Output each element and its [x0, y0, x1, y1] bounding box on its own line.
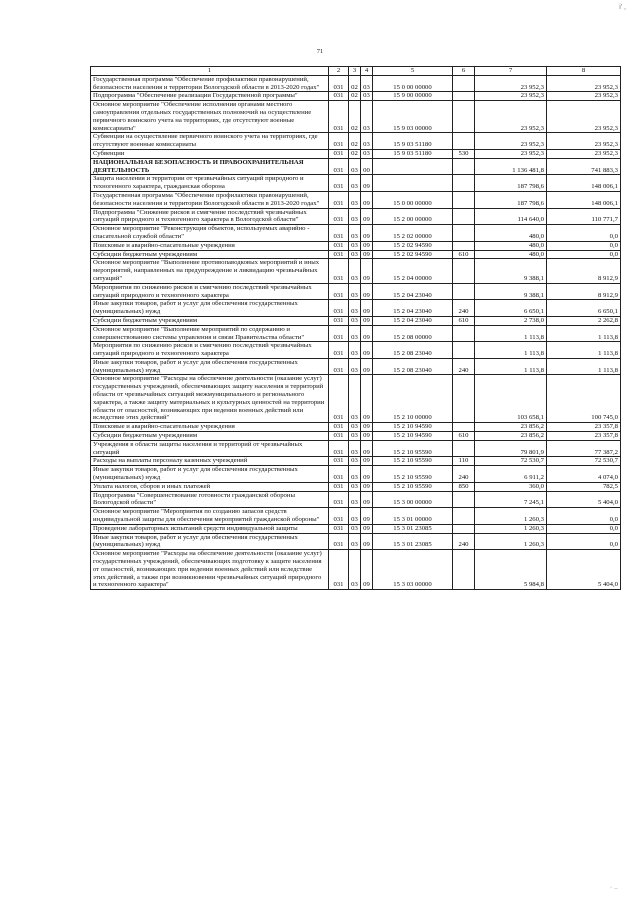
- table-row: [91, 533, 621, 550]
- row-name-cell: Защита населения и территории от чрезвычайных ситуаций природного и техногенного характера, гражданская оборона: [91, 175, 329, 192]
- row-name-cell: Основное мероприятие "Выполнение противопаводковых мероприятий и иных мероприятий, направленных на предупреждение и ликвидацию чрезвычайных ситуаций": [91, 259, 329, 283]
- ministry-code-cell: 031: [329, 208, 349, 225]
- row-name-cell: Иные закупки товаров, работ и услуг для обеспечения государственных (муниципальных) нужд: [91, 533, 329, 550]
- row-name-cell: Подпрограмма "Совершенствование готовности гражданской обороны Вологодской области": [91, 491, 329, 508]
- ministry-code-cell: 031: [329, 133, 349, 150]
- budget-table: [90, 66, 621, 590]
- amount-planned-cell: 6 650,1: [475, 300, 547, 317]
- section-code-cell: 02: [349, 149, 361, 158]
- section-code-cell: 03: [349, 175, 361, 192]
- amount-planned-cell: 1 113,8: [475, 358, 547, 375]
- ministry-code-cell: 031: [329, 75, 349, 92]
- section-code-cell: 03: [349, 508, 361, 525]
- expense-type-cell: [453, 92, 475, 101]
- section-code-cell: 03: [349, 423, 361, 432]
- target-article-cell: 15 2 04 23040: [373, 283, 453, 300]
- ministry-code-cell: 031: [329, 283, 349, 300]
- ministry-code-cell: 031: [329, 259, 349, 283]
- target-article-cell: 15 3 01 23085: [373, 524, 453, 533]
- subsection-code-cell: 09: [361, 466, 373, 483]
- ministry-code-cell: 031: [329, 491, 349, 508]
- expense-type-cell: 610: [453, 432, 475, 441]
- amount-planned-cell: 23 952,3: [475, 101, 547, 133]
- target-article-cell: 15 2 02 94590: [373, 250, 453, 259]
- amount-planned-cell: 1 260,3: [475, 508, 547, 525]
- row-name-cell: Иные закупки товаров, работ и услуг для обеспечения государственных (муниципальных) нужд: [91, 358, 329, 375]
- expense-type-cell: [453, 325, 475, 342]
- target-article-cell: 15 2 04 23040: [373, 316, 453, 325]
- target-article-cell: 15 9 03 51180: [373, 133, 453, 150]
- expense-type-cell: [453, 550, 475, 590]
- row-name-cell: Учреждения в области защиты населения и территорий от чрезвычайных ситуаций: [91, 440, 329, 457]
- ministry-code-cell: 031: [329, 250, 349, 259]
- row-name-cell: Государственная программа "Обеспечение профилактики правонарушений, безопасности населения и территории Вологодской области в 2013-2020 годах": [91, 75, 329, 92]
- ministry-code-cell: 031: [329, 524, 349, 533]
- amount-executed-cell: 23 357,8: [547, 432, 621, 441]
- table-row: [91, 250, 621, 259]
- ministry-code-cell: 031: [329, 457, 349, 466]
- table-row: [91, 423, 621, 432]
- target-article-cell: 15 3 00 00000: [373, 491, 453, 508]
- amount-executed-cell: 1 113,8: [547, 325, 621, 342]
- table-row: [91, 225, 621, 242]
- section-code-cell: 03: [349, 533, 361, 550]
- amount-planned-cell: 103 658,1: [475, 375, 547, 423]
- target-article-cell: 15 3 01 00000: [373, 508, 453, 525]
- row-name-cell: Основное мероприятие "Выполнение мероприятий по содержанию и совершенствованию системы управления и связи Правительства области": [91, 325, 329, 342]
- expense-type-cell: [453, 259, 475, 283]
- ministry-code-cell: 031: [329, 342, 349, 359]
- section-code-cell: 03: [349, 432, 361, 441]
- ministry-code-cell: 031: [329, 533, 349, 550]
- expense-type-cell: 850: [453, 482, 475, 491]
- ministry-code-cell: 031: [329, 175, 349, 192]
- subsection-code-cell: 00: [361, 158, 373, 175]
- amount-planned-cell: 1 260,3: [475, 533, 547, 550]
- subsection-code-cell: 03: [361, 149, 373, 158]
- amount-executed-cell: 23 357,8: [547, 423, 621, 432]
- subsection-code-cell: 09: [361, 208, 373, 225]
- table-row: [91, 550, 621, 590]
- row-name-cell: Иные закупки товаров, работ и услуг для обеспечения государственных (муниципальных) нужд: [91, 466, 329, 483]
- section-code-cell: 03: [349, 375, 361, 423]
- ministry-code-cell: 031: [329, 92, 349, 101]
- table-row: [91, 342, 621, 359]
- target-article-cell: 15 2 02 00000: [373, 225, 453, 242]
- section-code-cell: 03: [349, 325, 361, 342]
- page-number: 71: [316, 48, 324, 55]
- ministry-code-cell: 031: [329, 550, 349, 590]
- amount-executed-cell: 23 952,3: [547, 149, 621, 158]
- corner-mark: i’ ,: [619, 4, 626, 11]
- row-name-cell: НАЦИОНАЛЬНАЯ БЕЗОПАСНОСТЬ И ПРАВООХРАНИТЕЛЬНАЯ ДЕЯТЕЛЬНОСТЬ: [91, 158, 329, 175]
- ministry-code-cell: 031: [329, 358, 349, 375]
- section-code-cell: 03: [349, 440, 361, 457]
- table-header-row: [91, 67, 621, 76]
- target-article-cell: 15 2 10 95590: [373, 440, 453, 457]
- subsection-code-cell: 09: [361, 550, 373, 590]
- row-name-cell: Уплата налогов, сборов и иных платежей: [91, 482, 329, 491]
- subsection-code-cell: 09: [361, 482, 373, 491]
- amount-executed-cell: 0,0: [547, 250, 621, 259]
- column-header: 6: [453, 67, 475, 76]
- subsection-code-cell: 09: [361, 175, 373, 192]
- table-row: [91, 325, 621, 342]
- amount-executed-cell: 72 530,7: [547, 457, 621, 466]
- section-code-cell: 02: [349, 101, 361, 133]
- amount-executed-cell: 1 113,8: [547, 342, 621, 359]
- expense-type-cell: [453, 158, 475, 175]
- amount-executed-cell: 100 745,0: [547, 375, 621, 423]
- amount-planned-cell: 480,0: [475, 250, 547, 259]
- amount-executed-cell: 0,0: [547, 241, 621, 250]
- section-code-cell: 03: [349, 358, 361, 375]
- row-name-cell: Подпрограмма "Снижение рисков и смягчение последствий чрезвычайных ситуаций природного и техногенного характера в Вологодской области": [91, 208, 329, 225]
- table-row: [91, 300, 621, 317]
- row-name-cell: Расходы на выплаты персоналу казенных учреждений: [91, 457, 329, 466]
- amount-executed-cell: 0,0: [547, 225, 621, 242]
- expense-type-cell: [453, 375, 475, 423]
- amount-executed-cell: 6 650,1: [547, 300, 621, 317]
- amount-planned-cell: 480,0: [475, 241, 547, 250]
- section-code-cell: 03: [349, 482, 361, 491]
- subsection-code-cell: 09: [361, 375, 373, 423]
- expense-type-cell: [453, 283, 475, 300]
- amount-executed-cell: 23 952,3: [547, 133, 621, 150]
- subsection-code-cell: 09: [361, 283, 373, 300]
- amount-executed-cell: 23 952,3: [547, 75, 621, 92]
- target-article-cell: 15 2 10 95590: [373, 457, 453, 466]
- amount-executed-cell: 741 883,3: [547, 158, 621, 175]
- amount-executed-cell: 2 262,8: [547, 316, 621, 325]
- amount-planned-cell: 23 952,3: [475, 133, 547, 150]
- amount-planned-cell: 23 856,2: [475, 432, 547, 441]
- column-header: 1: [91, 67, 329, 76]
- subsection-code-cell: 09: [361, 250, 373, 259]
- subsection-code-cell: 09: [361, 325, 373, 342]
- row-name-cell: Основное мероприятие "Мероприятия по созданию запасов средств индивидуальной защиты для обеспечения мероприятий гражданской обороны": [91, 508, 329, 525]
- expense-type-cell: [453, 342, 475, 359]
- table-row: [91, 133, 621, 150]
- ministry-code-cell: 031: [329, 423, 349, 432]
- section-code-cell: 03: [349, 342, 361, 359]
- section-code-cell: 03: [349, 259, 361, 283]
- subsection-code-cell: 03: [361, 92, 373, 101]
- ministry-code-cell: 031: [329, 440, 349, 457]
- section-code-cell: 03: [349, 208, 361, 225]
- target-article-cell: 15 3 03 00000: [373, 550, 453, 590]
- table-row: [91, 316, 621, 325]
- subsection-code-cell: 09: [361, 491, 373, 508]
- section-code-cell: 02: [349, 92, 361, 101]
- amount-planned-cell: 7 245,1: [475, 491, 547, 508]
- subsection-code-cell: 09: [361, 508, 373, 525]
- amount-executed-cell: 0,0: [547, 533, 621, 550]
- amount-executed-cell: 77 387,2: [547, 440, 621, 457]
- amount-executed-cell: 0,0: [547, 524, 621, 533]
- expense-type-cell: 240: [453, 533, 475, 550]
- amount-planned-cell: 480,0: [475, 225, 547, 242]
- row-name-cell: Поисковые и аварийно-спасательные учреждения: [91, 423, 329, 432]
- ministry-code-cell: 031: [329, 432, 349, 441]
- row-name-cell: Проведение лабораторных испытаний средств индивидуальной защиты: [91, 524, 329, 533]
- section-code-cell: 03: [349, 524, 361, 533]
- amount-executed-cell: 148 006,1: [547, 191, 621, 208]
- section-code-cell: 02: [349, 133, 361, 150]
- amount-executed-cell: 23 952,3: [547, 92, 621, 101]
- ministry-code-cell: 031: [329, 325, 349, 342]
- section-code-cell: 03: [349, 250, 361, 259]
- expense-type-cell: [453, 423, 475, 432]
- subsection-code-cell: 09: [361, 316, 373, 325]
- table-row: [91, 101, 621, 133]
- subsection-code-cell: 09: [361, 533, 373, 550]
- row-name-cell: Поисковые и аварийно-спасательные учреждения: [91, 241, 329, 250]
- amount-planned-cell: 1 136 481,8: [475, 158, 547, 175]
- section-code-cell: 02: [349, 75, 361, 92]
- target-article-cell: 15 2 10 94590: [373, 423, 453, 432]
- amount-executed-cell: 110 771,7: [547, 208, 621, 225]
- amount-planned-cell: 1 260,3: [475, 524, 547, 533]
- target-article-cell: 15 9 03 51180: [373, 149, 453, 158]
- table-row: [91, 432, 621, 441]
- expense-type-cell: 110: [453, 457, 475, 466]
- target-article-cell: 15 2 08 23040: [373, 358, 453, 375]
- target-article-cell: 15 2 02 94590: [373, 241, 453, 250]
- bottom-mark: · ..: [609, 884, 618, 891]
- subsection-code-cell: 09: [361, 191, 373, 208]
- expense-type-cell: [453, 524, 475, 533]
- column-header: 8: [547, 67, 621, 76]
- amount-planned-cell: 114 640,0: [475, 208, 547, 225]
- target-article-cell: 15 0 00 00000: [373, 75, 453, 92]
- amount-executed-cell: 5 404,0: [547, 491, 621, 508]
- amount-planned-cell: 23 952,3: [475, 75, 547, 92]
- target-article-cell: 15 2 04 00000: [373, 259, 453, 283]
- section-code-cell: 03: [349, 491, 361, 508]
- amount-planned-cell: 360,0: [475, 482, 547, 491]
- table-row: [91, 241, 621, 250]
- target-article-cell: 15 9 00 00000: [373, 92, 453, 101]
- amount-planned-cell: 72 530,7: [475, 457, 547, 466]
- ministry-code-cell: 031: [329, 508, 349, 525]
- target-article-cell: [373, 175, 453, 192]
- ministry-code-cell: 031: [329, 101, 349, 133]
- amount-planned-cell: 23 856,2: [475, 423, 547, 432]
- amount-planned-cell: 23 952,3: [475, 92, 547, 101]
- ministry-code-cell: 031: [329, 300, 349, 317]
- section-code-cell: 03: [349, 300, 361, 317]
- target-article-cell: [373, 158, 453, 175]
- subsection-code-cell: 09: [361, 225, 373, 242]
- table-row: [91, 375, 621, 423]
- table-row: [91, 92, 621, 101]
- amount-executed-cell: 4 074,0: [547, 466, 621, 483]
- amount-planned-cell: 23 952,3: [475, 149, 547, 158]
- target-article-cell: 15 2 10 95590: [373, 466, 453, 483]
- row-name-cell: Мероприятия по снижению рисков и смягчению последствий чрезвычайных ситуаций природного и техногенного характера: [91, 283, 329, 300]
- ministry-code-cell: 031: [329, 241, 349, 250]
- row-name-cell: Субсидии бюджетным учреждениям: [91, 316, 329, 325]
- target-article-cell: 15 2 10 00000: [373, 375, 453, 423]
- table-row: [91, 259, 621, 283]
- table-row: [91, 175, 621, 192]
- section-code-cell: 03: [349, 283, 361, 300]
- amount-planned-cell: 187 798,6: [475, 191, 547, 208]
- section-code-cell: 03: [349, 316, 361, 325]
- table-row: [91, 158, 621, 175]
- section-code-cell: 03: [349, 550, 361, 590]
- section-code-cell: 03: [349, 466, 361, 483]
- target-article-cell: 15 0 00 00000: [373, 191, 453, 208]
- table-row: [91, 191, 621, 208]
- amount-executed-cell: 23 952,3: [547, 101, 621, 133]
- expense-type-cell: 240: [453, 466, 475, 483]
- expense-type-cell: [453, 101, 475, 133]
- column-header: 7: [475, 67, 547, 76]
- table-row: [91, 149, 621, 158]
- table-row: [91, 457, 621, 466]
- ministry-code-cell: 031: [329, 225, 349, 242]
- expense-type-cell: [453, 491, 475, 508]
- target-article-cell: 15 2 10 94590: [373, 432, 453, 441]
- table-row: [91, 75, 621, 92]
- amount-planned-cell: 9 388,1: [475, 259, 547, 283]
- amount-planned-cell: 9 388,1: [475, 283, 547, 300]
- amount-executed-cell: 1 113,8: [547, 358, 621, 375]
- amount-executed-cell: 782,5: [547, 482, 621, 491]
- section-code-cell: 03: [349, 158, 361, 175]
- amount-executed-cell: 8 912,9: [547, 283, 621, 300]
- target-article-cell: 15 2 10 95590: [373, 482, 453, 491]
- subsection-code-cell: 03: [361, 75, 373, 92]
- expense-type-cell: [453, 208, 475, 225]
- ministry-code-cell: 031: [329, 482, 349, 491]
- amount-executed-cell: 0,0: [547, 508, 621, 525]
- table-row: [91, 482, 621, 491]
- row-name-cell: Субвенции на осуществление первичного воинского учета на территориях, где отсутствуют военные комиссариаты: [91, 133, 329, 150]
- target-article-cell: 15 2 08 00000: [373, 325, 453, 342]
- ministry-code-cell: 031: [329, 149, 349, 158]
- expense-type-cell: 240: [453, 300, 475, 317]
- amount-planned-cell: 6 911,2: [475, 466, 547, 483]
- amount-planned-cell: 79 801,9: [475, 440, 547, 457]
- expense-type-cell: 530: [453, 149, 475, 158]
- table-row: [91, 491, 621, 508]
- subsection-code-cell: 09: [361, 300, 373, 317]
- target-article-cell: 15 2 08 23040: [373, 342, 453, 359]
- table-row: [91, 283, 621, 300]
- amount-planned-cell: 187 798,6: [475, 175, 547, 192]
- expense-type-cell: [453, 508, 475, 525]
- ministry-code-cell: 031: [329, 191, 349, 208]
- section-code-cell: 03: [349, 457, 361, 466]
- column-header: 2: [329, 67, 349, 76]
- expense-type-cell: 240: [453, 358, 475, 375]
- row-name-cell: Иные закупки товаров, работ и услуг для обеспечения государственных (муниципальных) нужд: [91, 300, 329, 317]
- column-header: 4: [361, 67, 373, 76]
- subsection-code-cell: 09: [361, 423, 373, 432]
- section-code-cell: 03: [349, 225, 361, 242]
- ministry-code-cell: 031: [329, 316, 349, 325]
- row-name-cell: Мероприятия по снижению рисков и смягчению последствий чрезвычайных ситуаций природного и техногенного характера: [91, 342, 329, 359]
- subsection-code-cell: 03: [361, 101, 373, 133]
- target-article-cell: 15 3 01 23085: [373, 533, 453, 550]
- row-name-cell: Основное мероприятие "Реконструкция объектов, используемых аварийно - спасательной службой области": [91, 225, 329, 242]
- row-name-cell: Подпрограмма "Обеспечение реализации Государственной программы": [91, 92, 329, 101]
- section-code-cell: 03: [349, 241, 361, 250]
- row-name-cell: Субсидии бюджетным учреждениям: [91, 250, 329, 259]
- row-name-cell: Основное мероприятие "Расходы на обеспечение деятельности (оказание услуг) государственных учреждений, обеспечивающих подготовку к защите населения от опасностей, возникающих при ведении военных действий или вследствие этих действий, а также при возникновении чрезвычайных ситуаций природного и техногенного характера": [91, 550, 329, 590]
- table-row: [91, 358, 621, 375]
- row-name-cell: Государственная программа "Обеспечение профилактики правонарушений, безопасности населения и территории Вологодской области в 2013-2020 годах": [91, 191, 329, 208]
- subsection-code-cell: 09: [361, 241, 373, 250]
- amount-executed-cell: 8 912,9: [547, 259, 621, 283]
- table-body: [91, 67, 621, 590]
- subsection-code-cell: 09: [361, 432, 373, 441]
- table-row: [91, 508, 621, 525]
- amount-planned-cell: 5 984,8: [475, 550, 547, 590]
- amount-planned-cell: 1 113,8: [475, 325, 547, 342]
- row-name-cell: Основное мероприятие "Обеспечение исполнения органами местного самоуправления отдельных государственных полномочий на осуществление первичного воинского учета на территориях, где отсутствуют военные комиссариаты": [91, 101, 329, 133]
- row-name-cell: Субсидии бюджетным учреждениям: [91, 432, 329, 441]
- amount-executed-cell: 5 404,0: [547, 550, 621, 590]
- expense-type-cell: 610: [453, 316, 475, 325]
- ministry-code-cell: 031: [329, 158, 349, 175]
- column-header: 5: [373, 67, 453, 76]
- table-row: [91, 466, 621, 483]
- subsection-code-cell: 03: [361, 133, 373, 150]
- target-article-cell: 15 2 04 23040: [373, 300, 453, 317]
- ministry-code-cell: 031: [329, 375, 349, 423]
- expense-type-cell: [453, 75, 475, 92]
- expense-type-cell: [453, 225, 475, 242]
- subsection-code-cell: 09: [361, 457, 373, 466]
- expense-type-cell: [453, 175, 475, 192]
- row-name-cell: Основное мероприятие "Расходы на обеспечение деятельности (оказание услуг) государственных учреждений, обеспечивающих защиту населения и территорий области от чрезвычайных ситуаций межмуниципального и регионального характера, а также защиту материальных и культурных ценностей на территории области от опасностей, возникающих при ведении военных действий или вследствие этих действий": [91, 375, 329, 423]
- expense-type-cell: [453, 191, 475, 208]
- target-article-cell: 15 9 03 00000: [373, 101, 453, 133]
- amount-executed-cell: 148 006,1: [547, 175, 621, 192]
- target-article-cell: 15 2 00 00000: [373, 208, 453, 225]
- subsection-code-cell: 09: [361, 342, 373, 359]
- expense-type-cell: [453, 133, 475, 150]
- ministry-code-cell: 031: [329, 466, 349, 483]
- table-row: [91, 208, 621, 225]
- table-row: [91, 524, 621, 533]
- subsection-code-cell: 09: [361, 524, 373, 533]
- column-header: 3: [349, 67, 361, 76]
- expense-type-cell: 610: [453, 250, 475, 259]
- section-code-cell: 03: [349, 191, 361, 208]
- subsection-code-cell: 09: [361, 440, 373, 457]
- amount-planned-cell: 2 738,0: [475, 316, 547, 325]
- amount-planned-cell: 1 113,8: [475, 342, 547, 359]
- row-name-cell: Субвенции: [91, 149, 329, 158]
- table-row: [91, 440, 621, 457]
- subsection-code-cell: 09: [361, 358, 373, 375]
- expense-type-cell: [453, 241, 475, 250]
- expense-type-cell: [453, 440, 475, 457]
- subsection-code-cell: 09: [361, 259, 373, 283]
